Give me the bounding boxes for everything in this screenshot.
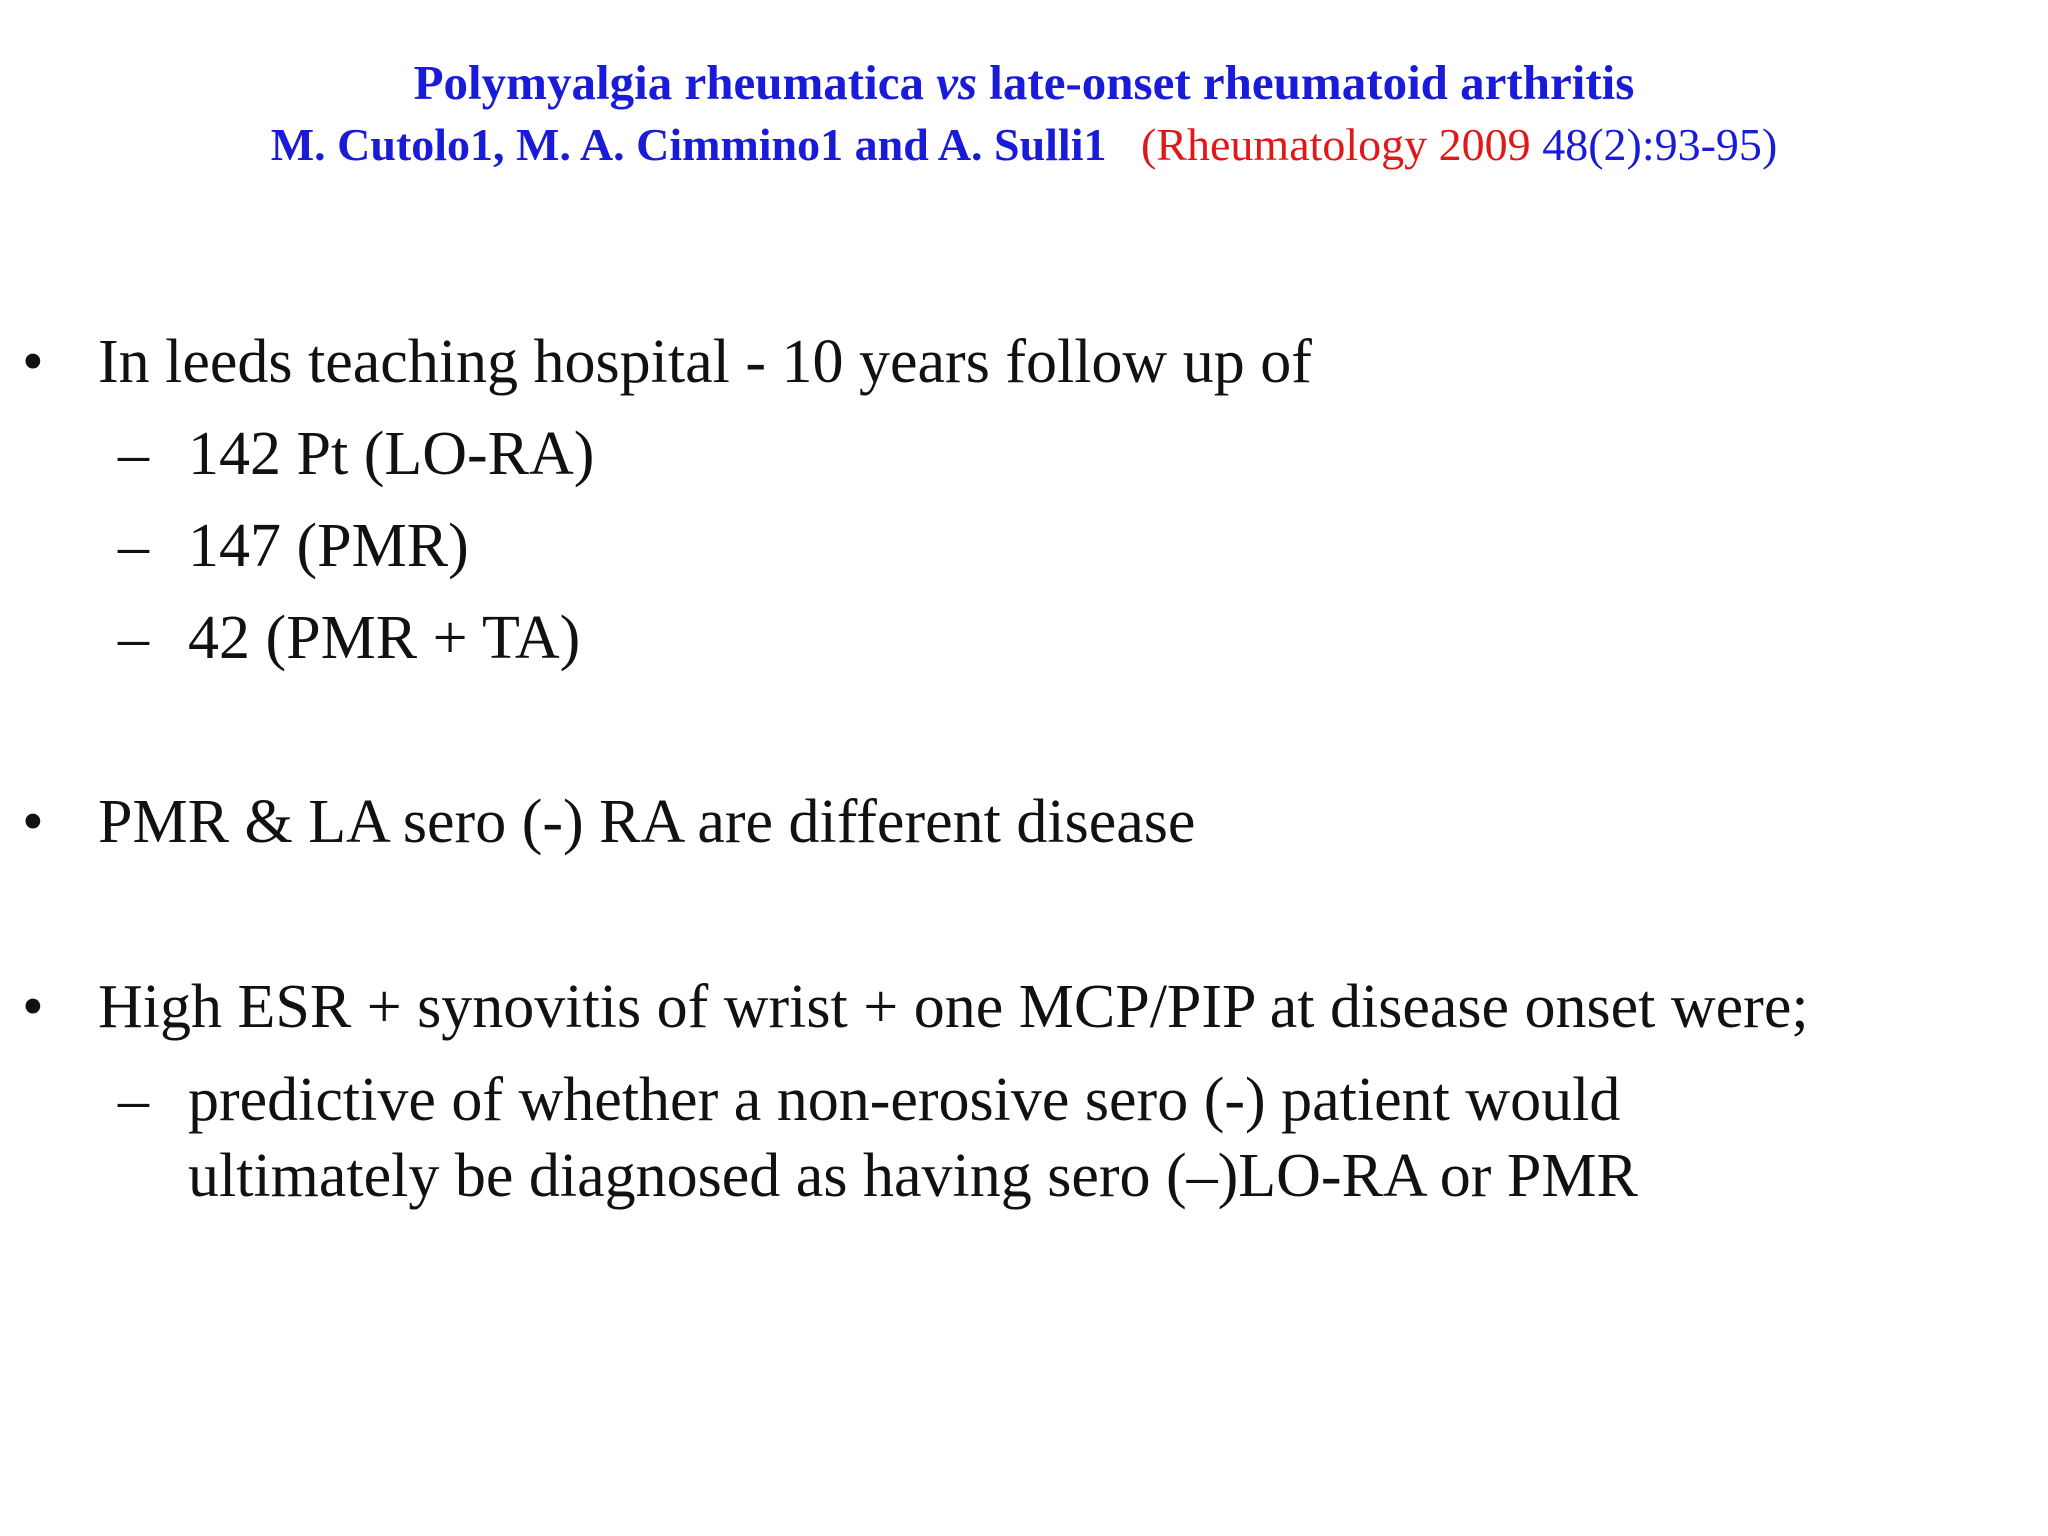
bullet-text: PMR & LA sero (-) RA are different disease xyxy=(98,788,1196,856)
subitem-text: 147 (PMR) xyxy=(188,512,469,580)
subitem-continuation-text: ultimately be diagnosed as having sero (–)LO-RA or PMR xyxy=(188,1142,1638,1210)
dash-mark: – xyxy=(118,604,149,672)
dash-mark: – xyxy=(118,512,149,580)
title-text-end: late-onset rheumatoid arthritis xyxy=(977,55,1635,110)
bullet-item-3 xyxy=(22,969,1809,1045)
bullet-mark: • xyxy=(22,973,44,1041)
bullet-text: In leeds teaching hospital - 10 years follow up of xyxy=(98,328,1312,396)
bullet-text: High ESR + synovitis of wrist + one MCP/PIP at disease onset were; xyxy=(98,973,1809,1041)
subitem-text: 42 (PMR + TA) xyxy=(188,604,581,672)
bullet-item-2 xyxy=(22,784,1195,860)
bullet-item-1 xyxy=(22,324,1312,400)
subitem-1-3 xyxy=(118,600,580,676)
citation-open-paren: ( xyxy=(1141,119,1157,170)
title-vs: vs xyxy=(936,55,978,110)
journal-volume: 48(2):93-95 xyxy=(1530,119,1762,170)
dash-mark: – xyxy=(118,1066,149,1134)
authors: M. Cutolo1, M. A. Cimmino1 and A. Sulli1 xyxy=(270,119,1107,170)
journal-name: Rheumatology 2009 xyxy=(1156,119,1531,170)
subitem-1-1 xyxy=(118,416,594,492)
dash-mark: – xyxy=(118,420,149,488)
bullet-mark: • xyxy=(22,328,44,396)
bullet-mark: • xyxy=(22,788,44,856)
subitem-text: predictive of whether a non-erosive sero (-) patient would xyxy=(188,1066,1621,1134)
citation-close-paren: ) xyxy=(1761,119,1778,170)
subitem-text: 142 Pt (LO-RA) xyxy=(188,420,595,488)
title-text-start: Polymyalgia rheumatica xyxy=(413,55,937,110)
subitem-1-2 xyxy=(118,508,469,584)
subitem-3-1 xyxy=(118,1062,1620,1138)
subitem-3-1-continuation xyxy=(188,1138,1638,1214)
